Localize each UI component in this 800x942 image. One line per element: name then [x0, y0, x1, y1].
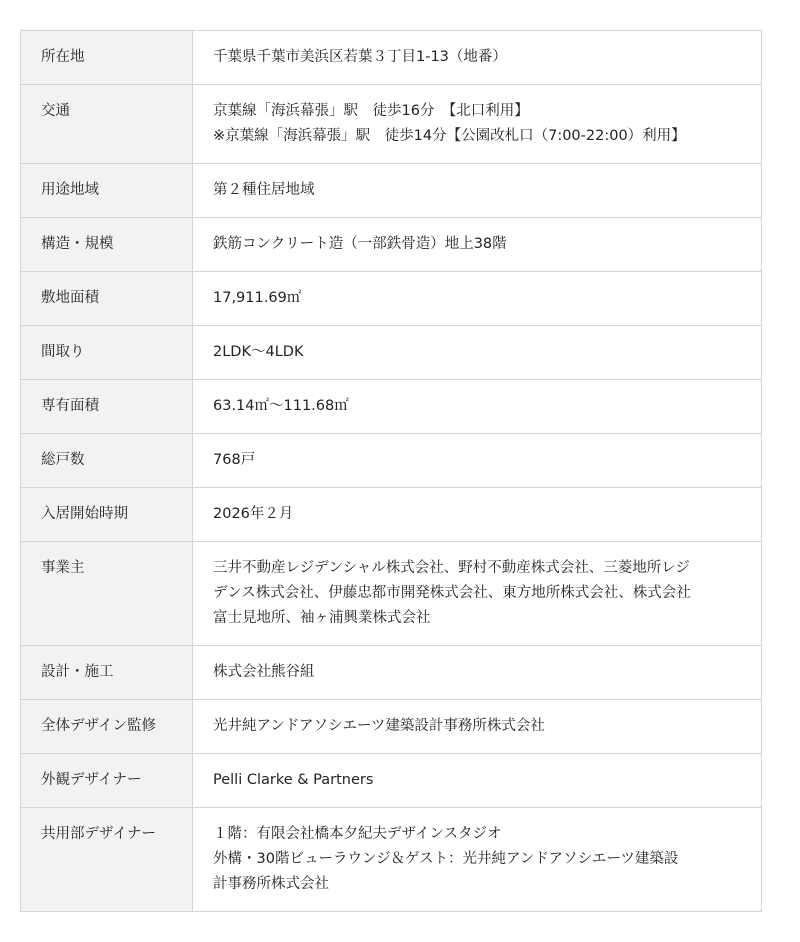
- value-line: 京葉線「海浜幕張」駅 徒歩16分 【北口利用】: [213, 103, 529, 119]
- table-row: [21, 488, 762, 542]
- row-label: 全体デザイン監修: [21, 700, 193, 754]
- table-row: [21, 31, 762, 85]
- value-line: 17,911.69㎡: [213, 290, 302, 306]
- table-row: [21, 434, 762, 488]
- row-value: [193, 164, 762, 218]
- row-value: [193, 218, 762, 272]
- row-label: 用途地域: [21, 164, 193, 218]
- row-value: [193, 31, 762, 85]
- table-row: [21, 754, 762, 808]
- value-line: 2LDK～4LDK: [213, 344, 304, 360]
- value-line: Pelli Clarke & Partners: [213, 772, 374, 788]
- table-row: [21, 380, 762, 434]
- row-value: [193, 646, 762, 700]
- value-line: デンス株式会社、伊藤忠都市開発株式会社、東方地所株式会社、株式会社: [213, 585, 691, 601]
- row-label: 総戸数: [21, 434, 193, 488]
- table-row: [21, 646, 762, 700]
- table-row: [21, 700, 762, 754]
- table-row: [21, 85, 762, 164]
- row-value: [193, 326, 762, 380]
- property-spec-table: [20, 30, 762, 912]
- value-line: ※京葉線「海浜幕張」駅 徒歩14分【公園改札口（7:00-22:00）利用】: [213, 128, 686, 144]
- row-value: [193, 380, 762, 434]
- row-label: 間取り: [21, 326, 193, 380]
- row-label: 敷地面積: [21, 272, 193, 326]
- row-label: 交通: [21, 85, 193, 164]
- value-line: 2026年２月: [213, 506, 294, 522]
- table-row: [21, 326, 762, 380]
- row-value: [193, 85, 762, 164]
- row-value: [193, 434, 762, 488]
- value-line: 外構・30階ビューラウンジ＆ゲスト：光井純アンドアソシエーツ建築設: [213, 851, 679, 867]
- row-label: 共用部デザイナー: [21, 808, 193, 912]
- row-label: 入居開始時期: [21, 488, 193, 542]
- value-line: 63.14㎡～111.68㎡: [213, 398, 349, 414]
- value-line: 株式会社熊谷組: [213, 664, 315, 680]
- table-row: [21, 164, 762, 218]
- row-value: [193, 272, 762, 326]
- value-line: 第２種住居地域: [213, 182, 315, 198]
- row-label: 外観デザイナー: [21, 754, 193, 808]
- row-value: [193, 754, 762, 808]
- table-row: [21, 808, 762, 912]
- value-line: 計事務所株式会社: [213, 876, 329, 892]
- row-label: 事業主: [21, 542, 193, 646]
- row-value: [193, 808, 762, 912]
- row-label: 構造・規模: [21, 218, 193, 272]
- value-line: 光井純アンドアソシエーツ建築設計事務所株式会社: [213, 718, 545, 734]
- table-row: [21, 542, 762, 646]
- row-value: [193, 700, 762, 754]
- value-line: １階：有限会社橋本夕紀夫デザインスタジオ: [213, 826, 502, 842]
- row-label: 専有面積: [21, 380, 193, 434]
- row-value: [193, 488, 762, 542]
- row-value: [193, 542, 762, 646]
- value-line: 鉄筋コンクリート造（一部鉄骨造）地上38階: [213, 236, 507, 252]
- table-row: [21, 218, 762, 272]
- value-line: 三井不動産レジデンシャル株式会社、野村不動産株式会社、三菱地所レジ: [213, 560, 690, 576]
- row-label: 設計・施工: [21, 646, 193, 700]
- table-row: [21, 272, 762, 326]
- row-label: 所在地: [21, 31, 193, 85]
- value-line: 千葉県千葉市美浜区若葉３丁目1-13（地番）: [213, 49, 507, 65]
- value-line: 768戸: [213, 452, 256, 468]
- value-line: 富士見地所、袖ヶ浦興業株式会社: [213, 610, 431, 626]
